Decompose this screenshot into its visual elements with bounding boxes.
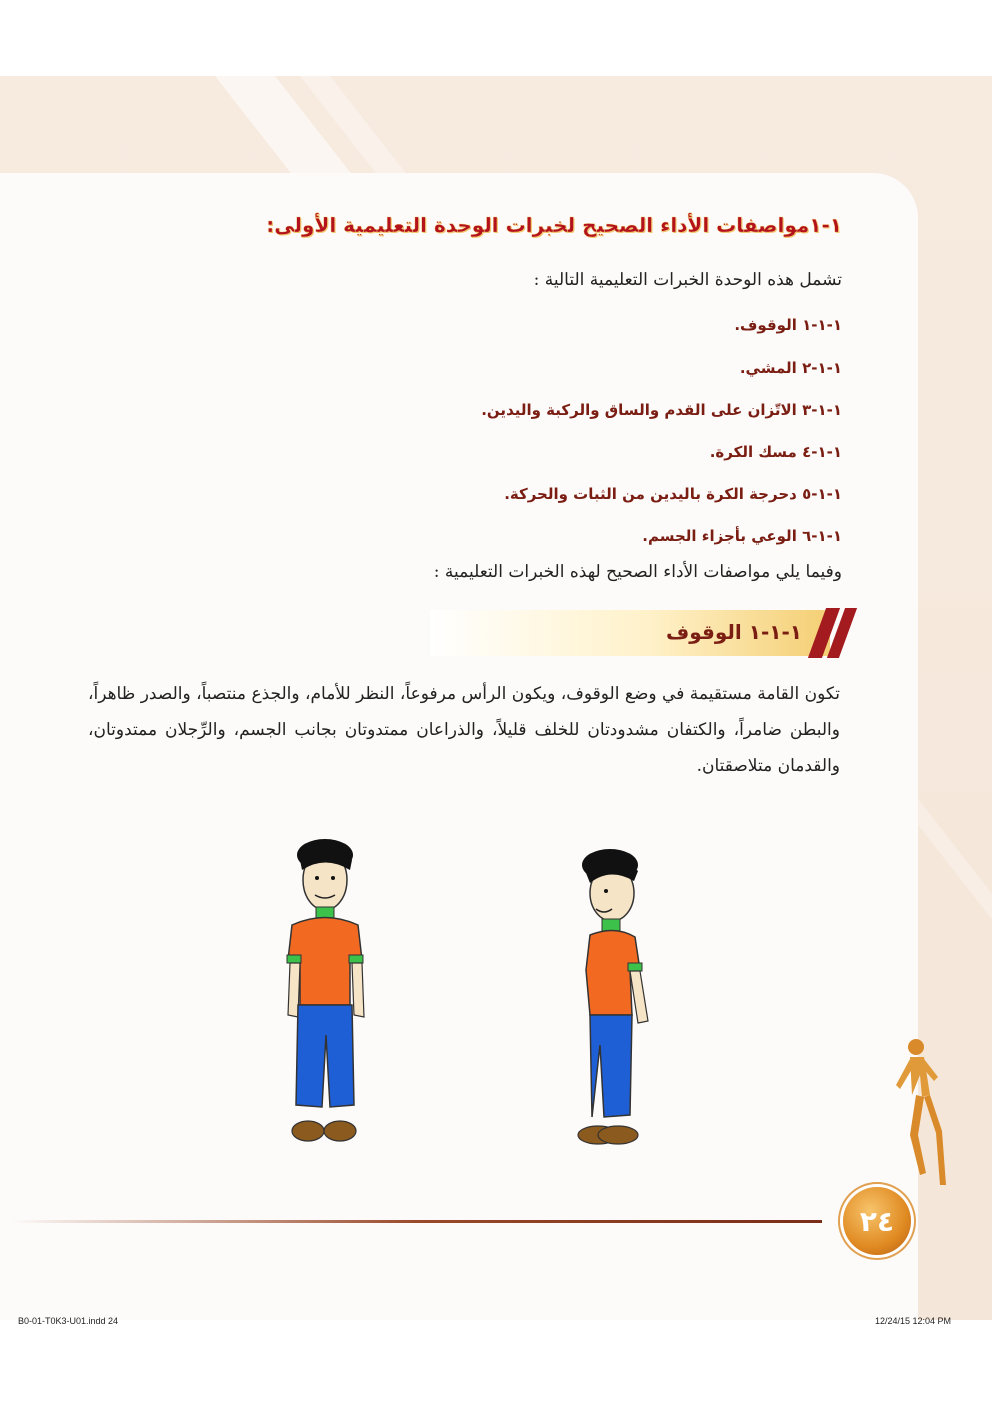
list-item: ١-١-١ الوقوف. [734,316,842,334]
page-number: ٢٤ [859,1204,895,1238]
list-item: ١-١-٥ دحرجة الكرة باليدين من الثبات والحركة. [504,485,842,503]
list-item: ١-١-٣ الاتّزان على القدم والساق والركبة واليدين. [481,401,842,419]
footer-date-info: 12/24/15 12:04 PM [875,1316,952,1326]
standing-boy-front-illustration [270,835,380,1155]
list-item: ١-١-٢ المشي. [739,359,842,377]
list-item: ١-١-٦ الوعي بأجزاء الجسم. [642,527,842,545]
runner-decoration-icon [880,1035,950,1205]
footer-file-info: B0-01-T0K3-U01.indd 24 [18,1316,119,1326]
body-paragraph: تكون القامة مستقيمة في وضع الوقوف، ويكون الرأس مرفوعاً، النظر للأمام، والجذع منتصباً، والصدر ظاهراً، والبطن ضامراً، والكتفان مشدودتان للخلف قليلاً، والذراعان ممتدوتان بجانب الجسم، والرِّجلان ممتدوتان، والقدمان متلاصقتان. [88,684,840,776]
footer-divider [10,1220,822,1223]
standing-boy-side-illustration [560,845,670,1155]
list-item: ١-١-٤ مسك الكرة. [709,443,842,461]
sub-heading: ١-١-١ الوقوف [665,620,802,644]
page-number-badge [843,1187,911,1255]
intro-text: تشمل هذه الوحدة الخبرات التعليمية التالية : [533,270,842,290]
after-list-text: وفيما يلي مواصفات الأداء الصحيح لهذه الخبرات التعليمية : [433,562,842,582]
main-heading: ١-١مواصفات الأداء الصحيح لخبرات الوحدة التعليمية الأولى: [266,213,842,237]
